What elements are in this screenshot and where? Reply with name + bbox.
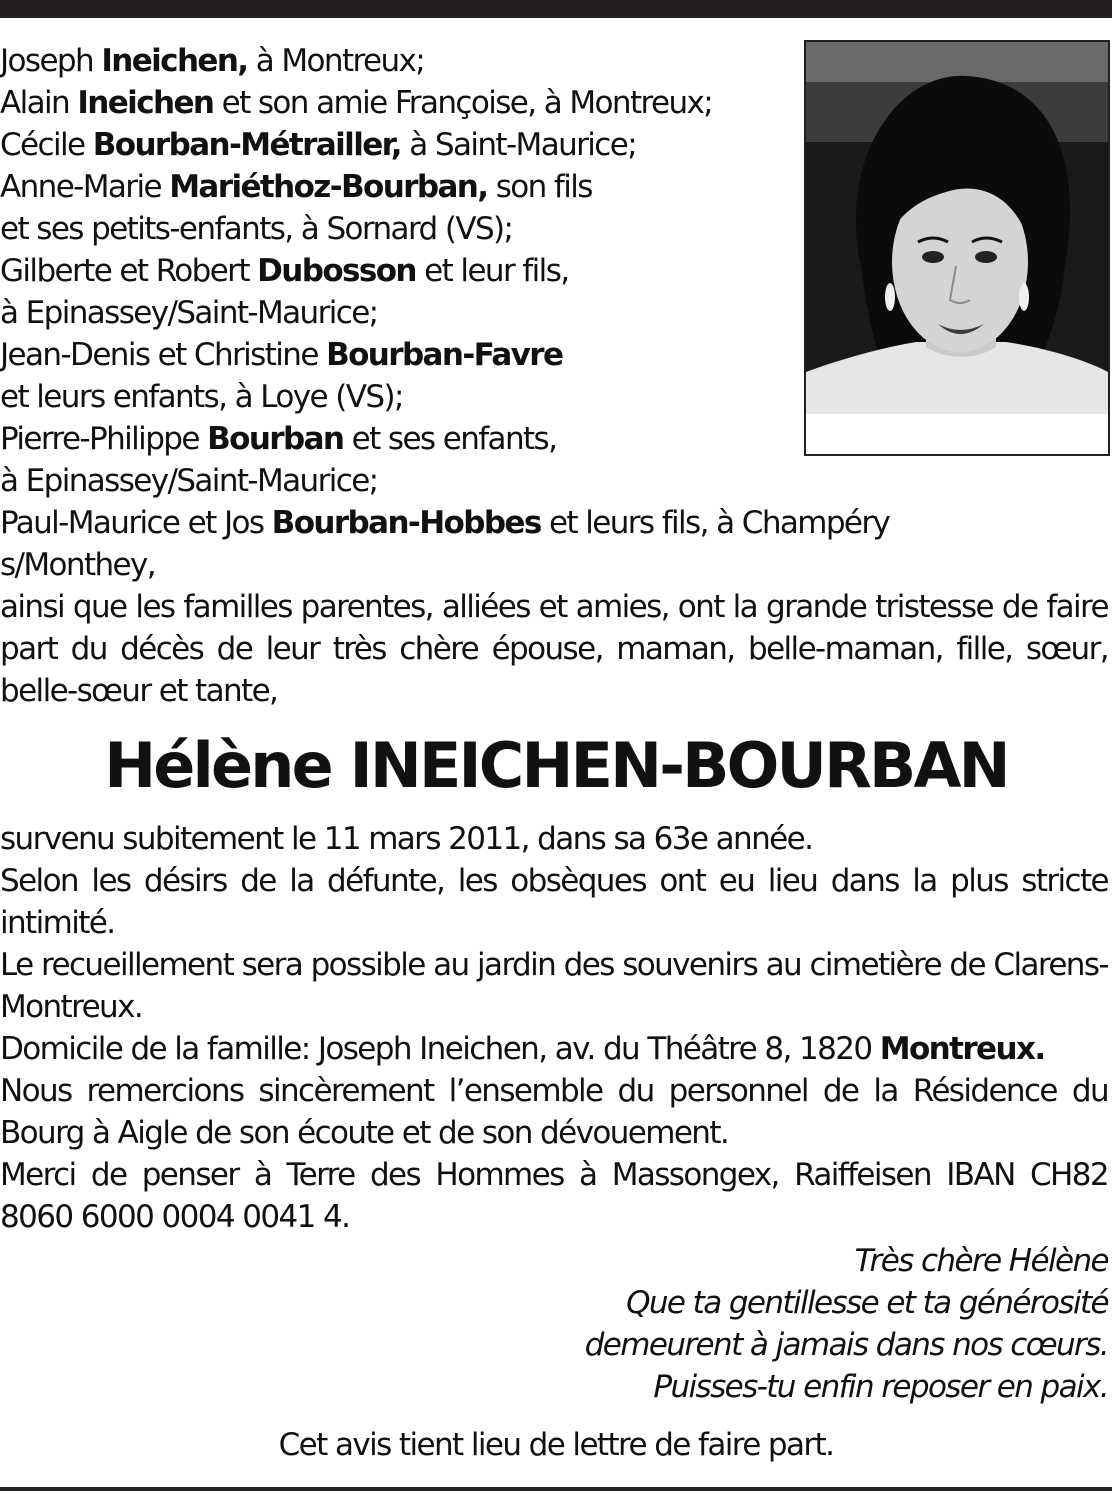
details-section	[0, 818, 1108, 1238]
family-surname: Mariéthoz-Bourban,	[169, 169, 488, 205]
family-line	[0, 334, 790, 376]
family-line	[0, 166, 790, 208]
portrait-image	[806, 42, 1108, 454]
family-line	[0, 292, 790, 334]
family-surname: Bourban-Hobbes	[271, 505, 541, 541]
family-text: à Montreux;	[247, 43, 425, 79]
family-text: Joseph	[0, 43, 102, 79]
family-surname: Bourban-Métrailler,	[92, 127, 401, 163]
poem-line: Très chère Hélène	[854, 1243, 1108, 1279]
family-text: et leur fils,	[415, 253, 569, 289]
family-text: à Epinassey/Saint-Maurice;	[0, 463, 378, 499]
family-line	[0, 124, 790, 166]
family-line	[0, 460, 790, 502]
family-line	[0, 544, 790, 586]
family-line	[0, 40, 790, 82]
family-line	[0, 376, 790, 418]
thanks-notice: Nous remercions sincèrement l’ensemble du personnel de la Résidence du Bourg à Aigle de son écoute et de son dévouement.	[0, 1073, 1108, 1151]
domicile-text: Domicile de la famille: Joseph Ineichen, av. du Théâtre 8, 1820	[0, 1031, 880, 1067]
recueillement-notice: Le recueillement sera possible au jardin des souvenirs au cimetière de Clarens-Montreux.	[0, 947, 1108, 1025]
domicile-city: Montreux.	[879, 1031, 1045, 1067]
family-text: à Saint-Maurice;	[400, 127, 637, 163]
family-text: à Epinassey/Saint-Maurice;	[0, 295, 378, 331]
family-text: Gilberte et Robert	[0, 253, 258, 289]
portrait-photo	[804, 40, 1110, 456]
poem-line: Que ta gentillesse et ta générosité	[626, 1285, 1108, 1321]
family-text: Paul-Maurice et Jos	[0, 505, 272, 541]
family-text: Jean-Denis et Christine	[0, 337, 327, 373]
poem-line: Puisses-tu enfin reposer en paix.	[653, 1369, 1108, 1405]
family-surname: Ineichen,	[101, 43, 248, 79]
family-line	[0, 502, 890, 544]
family-surname: Bourban	[207, 421, 344, 457]
family-text: et leurs fils, à Champéry	[540, 505, 890, 541]
family-text: et leurs enfants, à Loye (VS);	[0, 379, 403, 415]
donation-notice: Merci de penser à Terre des Hommes à Massongex, Raiffeisen IBAN CH82 8060 6000 0004 0041 4.	[0, 1157, 1108, 1235]
announcement-text: ainsi que les familles parentes, alliées et amies, ont la grande tristesse de faire part du décès de leur très chère épouse, maman, belle-maman, fille, sœur, belle-sœur et tante,	[0, 589, 1108, 709]
family-surname: Dubosson	[257, 253, 416, 289]
family-line	[0, 418, 790, 460]
family-surname: Ineichen	[77, 85, 214, 121]
family-text: son fils	[487, 169, 592, 205]
family-text: et son amie Françoise, à Montreux;	[213, 85, 713, 121]
family-line	[0, 208, 790, 250]
family-line	[0, 250, 790, 292]
death-notice: survenu subitement le 11 mars 2011, dans sa 63e année.	[0, 821, 813, 857]
domicile-notice	[0, 1028, 1108, 1070]
family-text: et ses petits-enfants, à Sornard (VS);	[0, 211, 513, 247]
poem	[585, 1240, 1108, 1408]
family-surname: Bourban-Favre	[326, 337, 563, 373]
family-list	[0, 40, 890, 586]
family-text: s/Monthey,	[0, 547, 156, 583]
family-text: Anne-Marie	[0, 169, 170, 205]
closing-note: Cet avis tient lieu de lettre de faire part.	[278, 1427, 834, 1463]
funeral-notice: Selon les désirs de la défunte, les obsèques ont eu lieu dans la plus stricte intimité.	[0, 863, 1108, 941]
family-text: Cécile	[0, 127, 93, 163]
family-line	[0, 82, 790, 124]
family-text: Alain	[0, 85, 78, 121]
top-border	[0, 0, 1112, 18]
deceased-name: Hélène INEICHEN-BOURBAN	[104, 729, 1008, 802]
poem-line: demeurent à jamais dans nos cœurs.	[584, 1327, 1108, 1363]
family-text: Pierre-Philippe	[0, 421, 208, 457]
bottom-border	[0, 1487, 1112, 1491]
family-text: et ses enfants,	[343, 421, 557, 457]
